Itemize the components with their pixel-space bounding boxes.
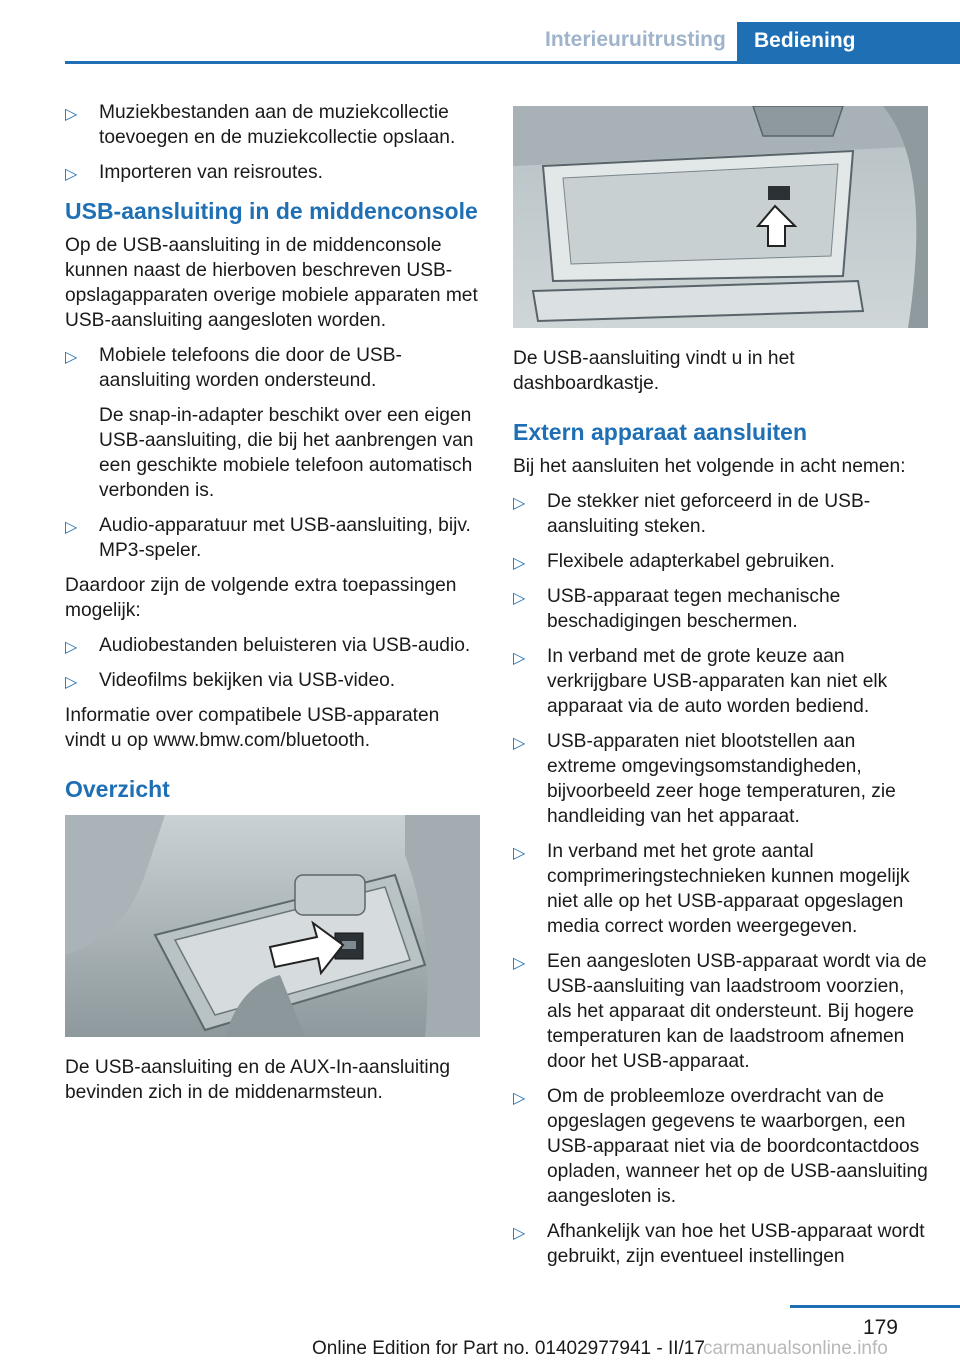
list-item: ▷ Importeren van reisroutes. bbox=[65, 160, 480, 185]
triangle-bullet-icon: ▷ bbox=[65, 349, 78, 366]
armrest-usb-figure bbox=[65, 815, 480, 1037]
glovebox-usb-figure bbox=[513, 106, 928, 328]
paragraph-info: Informatie over compatibele USB-apparaten vindt u op www.bmw.com/bluetooth. bbox=[65, 705, 440, 751]
list-item: ▷ Mobiele telefoons die door de USB-aansluiting worden ondersteund. De snap-in-adapter beschikt over een eigen USB-aansluiting, die bij het aanbrengen van een geschikte mobiele telefoon automatisch verbonden is. bbox=[65, 343, 480, 503]
list-item: ▷ Een aangesloten USB-apparaat wordt via de USB-aansluiting van laadstroom voorzien, als het apparaat dit ondersteunt. Bij hogere temperaturen kan de laadstroom afnemen door het USB-apparaat. bbox=[513, 951, 927, 1072]
bullet-list-extra bbox=[65, 633, 480, 693]
header-section-title: Interieuruitrusting bbox=[545, 28, 726, 51]
bullet-list-connect bbox=[513, 489, 928, 1269]
bullet-list-top bbox=[65, 100, 480, 185]
list-item: ▷ In verband met de grote keuze aan verkrijgbare USB-apparaten kan niet elk apparaat via de auto worden bediend. bbox=[513, 646, 888, 717]
caption-glovebox: De USB-aansluiting vindt u in het dashboardkastje. bbox=[513, 348, 795, 394]
glovebox-illustration bbox=[513, 106, 928, 328]
list-item: ▷ Flexibele adapterkabel gebruiken. bbox=[513, 549, 928, 574]
triangle-bullet-icon: ▷ bbox=[513, 590, 526, 607]
heading-overview: Overzicht bbox=[65, 776, 170, 802]
list-item: ▷ Afhankelijk van hoe het USB-apparaat wordt gebruikt, zijn eventueel instellingen bbox=[513, 1221, 925, 1267]
triangle-bullet-icon: ▷ bbox=[513, 845, 526, 862]
caption-armrest: De USB-aansluiting en de AUX-In-aansluiting bevinden zich in de middenarmsteun. bbox=[65, 1057, 451, 1103]
page-number: 179 bbox=[862, 1316, 898, 1339]
list-item: ▷ Audiobestanden beluisteren via USB-audio. bbox=[65, 633, 480, 658]
header-chapter-tab bbox=[737, 22, 960, 62]
triangle-bullet-icon: ▷ bbox=[513, 555, 526, 572]
list-item: ▷ USB-apparaat tegen mechanische beschadigingen beschermen. bbox=[513, 586, 841, 632]
header-rule bbox=[65, 61, 960, 64]
triangle-bullet-icon: ▷ bbox=[65, 166, 78, 183]
bullet-list-devices bbox=[65, 343, 480, 563]
triangle-bullet-icon: ▷ bbox=[513, 1225, 526, 1242]
right-column bbox=[513, 106, 928, 1279]
triangle-bullet-icon: ▷ bbox=[65, 639, 78, 656]
paragraph-extra: Daardoor zijn de volgende extra toepassingen mogelijk: bbox=[65, 575, 457, 621]
left-column bbox=[65, 100, 480, 1115]
triangle-bullet-icon: ▷ bbox=[513, 650, 526, 667]
triangle-bullet-icon: ▷ bbox=[513, 955, 526, 972]
triangle-bullet-icon: ▷ bbox=[513, 495, 526, 512]
paragraph-connect: Bij het aansluiten het volgende in acht nemen: bbox=[513, 456, 906, 477]
list-item: ▷ De stekker niet geforceerd in de USB-aansluiting steken. bbox=[513, 491, 871, 537]
list-item: ▷ Audio-apparatuur met USB-aansluiting, bijv. MP3-speler. bbox=[65, 515, 471, 561]
list-item: ▷ USB-apparaten niet blootstellen aan extreme omgevingsomstandigheden, bijvoorbeeld zeer hoge temperaturen, zie handleiding van het apparaat. bbox=[513, 731, 896, 827]
triangle-bullet-icon: ▷ bbox=[513, 1090, 526, 1107]
heading-usb-middle-console: USB-aansluiting in de middenconsole bbox=[65, 198, 478, 224]
triangle-bullet-icon: ▷ bbox=[513, 735, 526, 752]
watermark: carmanualsonline.info bbox=[703, 1338, 888, 1359]
header-chapter-label: Bediening bbox=[754, 29, 856, 52]
footer-rule bbox=[790, 1305, 960, 1308]
triangle-bullet-icon: ▷ bbox=[65, 106, 78, 123]
list-item: ▷ Muziekbestanden aan de muziekcollectie toevoegen en de muziekcollectie opslaan. bbox=[65, 102, 456, 148]
sub-paragraph: De snap-in-adapter beschikt over een eigen USB-aansluiting, die bij het aanbrengen van een geschikte mobiele telefoon automatisch verbonden is. bbox=[99, 405, 474, 501]
edition-note: Online Edition for Part no. 01402977941 - II/17 bbox=[312, 1338, 705, 1359]
list-item: ▷ In verband met het grote aantal comprimeringstechnieken kunnen mogelijk niet alle op het USB-apparaat opgeslagen media correct worden weergegeven. bbox=[513, 841, 910, 937]
triangle-bullet-icon: ▷ bbox=[65, 674, 78, 691]
list-item: ▷ Om de probleemloze overdracht van de opgeslagen gegevens te waarborgen, een USB-apparaat niet via de boordcontactdoos opladen, wanneer het op de USB-aansluiting aangesloten is. bbox=[513, 1086, 928, 1207]
heading-connect-device: Extern apparaat aansluiten bbox=[513, 419, 807, 445]
list-item: ▷ Videofilms bekijken via USB-video. bbox=[65, 668, 480, 693]
armrest-illustration bbox=[65, 815, 480, 1037]
triangle-bullet-icon: ▷ bbox=[65, 519, 78, 536]
paragraph-usb: Op de USB-aansluiting in de middenconsole kunnen naast de hierboven beschreven USB-opslagapparaten overige mobiele apparaten met USB-aansluiting aangesloten worden. bbox=[65, 235, 478, 331]
